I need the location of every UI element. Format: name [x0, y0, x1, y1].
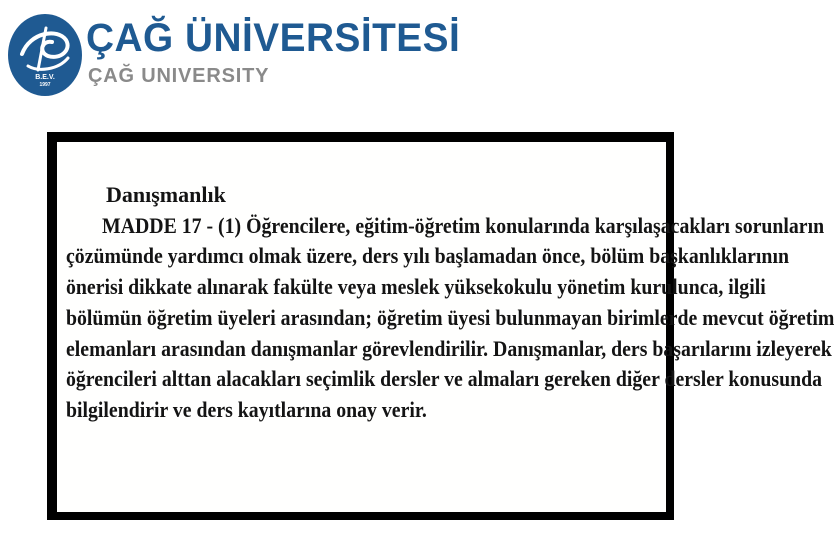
regulation-excerpt-frame [47, 132, 834, 520]
line-text: Öğrencilere, eğitim-öğretim konularında karşılaşacakları sorunların [246, 212, 825, 238]
regulation-text [66, 180, 834, 426]
university-emblem-icon [8, 14, 82, 96]
university-logo [8, 12, 461, 102]
paragraph-line: önerisi dikkate alınarak fakülte veya meslek yüksekokulu yönetim kurulunca, ilgili [66, 274, 766, 300]
section-heading: Danışmanlık [106, 182, 226, 207]
paragraph-line: elemanları arasından danışmanlar görevlendirilir. Danışmanlar, ders başarılarını izleyerek [66, 335, 832, 361]
brand-name-turkish: ÇAĞ ÜNİVERSİTESİ [86, 16, 461, 60]
paragraph-line: öğrencileri alttan alacakları seçimlik dersler ve almaları gereken diğer dersler konusunda [66, 366, 823, 392]
paragraph-line: bilgilendirir ve ders kayıtlarına onay verir. [66, 396, 427, 422]
paragraph-line: bölümün öğretim üyeleri arasından; öğretim üyesi bulunmayan birimlerde mevcut öğretim [66, 304, 834, 330]
paragraph-line [66, 211, 825, 242]
emblem-label: B.E.V. [35, 74, 55, 81]
article-label: MADDE 17 - (1) [102, 212, 242, 238]
paragraph-line: çözümünde yardımcı olmak üzere, ders yılı başlamadan önce, bölüm başkanlıklarının [66, 243, 789, 269]
emblem-year: 1997 [39, 82, 51, 88]
brand-name-english: ÇAĞ UNIVERSITY [88, 65, 270, 87]
regulation-excerpt [57, 142, 834, 512]
